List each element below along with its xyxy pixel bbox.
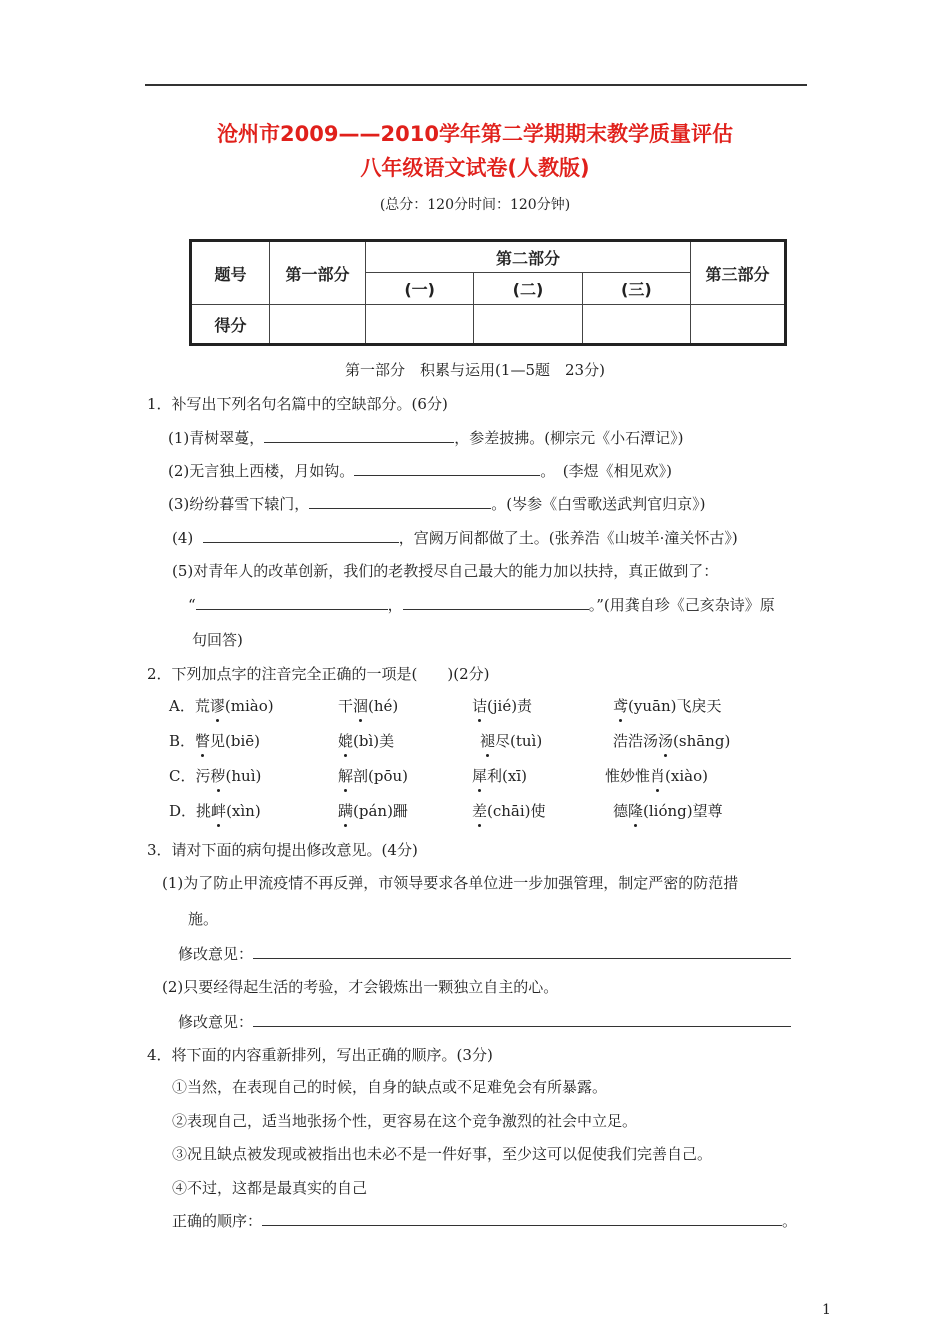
q3-revision1 [178, 944, 791, 964]
q1-item5-blank2[interactable] [403, 595, 589, 610]
q2-dotted-char: 汤 [658, 732, 674, 750]
q2-dotted-char: 褪 [480, 732, 496, 750]
q1-item5: (5)对青年人的改革创新，我们的老教授尽自己最大的能力加以扶持，真正做到了： [172, 562, 719, 580]
q1-item3-text: (3)纷纷暮雪下辕门， [168, 495, 310, 513]
q1-item5-open-quote: “ [188, 596, 196, 614]
q2-option-d-3 [472, 801, 546, 821]
q2-dotted-char: 差 [472, 802, 488, 820]
q2-text: (xìn) [226, 802, 261, 820]
q1-item3-blank[interactable] [309, 494, 491, 509]
q2-text: 利(xī) [487, 767, 527, 785]
q1-item4-source: ，宫阙万间都做了土。(张养浩《山坡羊·潼关怀古》) [398, 529, 738, 547]
q2-dotted-char: 涸 [353, 697, 369, 715]
q2-text: (yuān)飞戾天 [628, 697, 722, 715]
score-cell-part3[interactable] [691, 305, 786, 345]
exam-title-line2: 八年级语文试卷(人教版) [360, 156, 590, 180]
q2-text: 剖(pōu) [353, 767, 409, 785]
q1-item3 [168, 494, 705, 514]
part3-header: 第三部分 [691, 241, 786, 305]
q2-text: 污 [195, 767, 211, 785]
q2-option-label: C． [169, 767, 196, 785]
q2-dotted-char: 隆 [628, 802, 644, 820]
q2-option-b [169, 731, 260, 751]
q2-option-d-4 [613, 801, 723, 821]
q2-text: (miào) [224, 697, 274, 715]
q4-item-3: ③况且缺点被发现或被指出也未必不是一件好事，至少这可以促使我们完善自己。 [172, 1145, 713, 1163]
score-cell-part1[interactable] [270, 305, 366, 345]
q3-sentence2: (2)只要经得起生活的考验，才会锻炼出一颗独立自主的心。 [162, 978, 559, 996]
q1-item3-source: 。(岑参《白雪歌送武判官归京》) [491, 495, 706, 513]
q1-item5-comma: ， [387, 596, 403, 614]
q1-item2-blank[interactable] [354, 461, 540, 476]
q2-option-b-3 [480, 731, 542, 751]
q3-sentence1-tail: 施。 [188, 910, 219, 928]
score-table [189, 239, 787, 346]
q2-dotted-char: 蹒 [338, 802, 354, 820]
score-label-cell: 得分 [191, 305, 270, 345]
q2-text: 挑 [196, 802, 212, 820]
q2-text: (xiào) [665, 767, 708, 785]
q2-option-b-4 [613, 731, 730, 751]
part2-sub2: (二) [474, 273, 582, 305]
q1-item2-source: 。 (李煜《相见欢》) [540, 462, 672, 480]
q3-revision1-blank[interactable] [253, 944, 791, 959]
q1-item5-source: 。”(用龚自珍《己亥杂诗》原 [588, 596, 775, 614]
q2-dotted-char: 诘 [472, 697, 488, 715]
q1-item5-tail: 句回答) [192, 631, 243, 649]
q2-option-c [169, 766, 261, 786]
q1-item2 [168, 461, 672, 481]
q2-option-b-2 [338, 731, 394, 751]
q2-option-label: B． [169, 732, 196, 750]
q2-text: (bì)美 [353, 732, 395, 750]
q2-text: (lióng)望尊 [643, 802, 723, 820]
q4-answer-label: 正确的顺序： [172, 1212, 263, 1230]
q2-option-label: A． [169, 697, 195, 715]
q2-stem: 2．下列加点字的注音完全正确的一项是( )(2分) [147, 665, 490, 683]
q2-text: (huì) [225, 767, 262, 785]
q3-revision2-blank[interactable] [253, 1012, 791, 1027]
q2-option-c-4 [605, 766, 708, 786]
q3-revision-label: 修改意见： [178, 1013, 254, 1031]
q2-dotted-char: 肖 [650, 767, 666, 785]
q3-revision-label: 修改意见： [178, 945, 254, 963]
q1-item1-source: ，参差披拂。(柳宗元《小石潭记》) [454, 429, 684, 447]
score-cell-part2-3[interactable] [582, 305, 690, 345]
q2-dotted-char: 谬 [209, 697, 225, 715]
part2-sub3: (三) [582, 273, 690, 305]
q3-stem: 3．请对下面的病句提出修改意见。(4分) [147, 841, 418, 859]
q4-answer [172, 1211, 797, 1231]
q2-option-a-2 [338, 696, 398, 716]
q2-text: 惟妙惟 [605, 767, 651, 785]
q1-item4-num: (4) [172, 529, 194, 547]
part2-sub1: (一) [366, 273, 474, 305]
score-cell-part2-1[interactable] [366, 305, 474, 345]
q2-dotted-char: 瞥 [195, 732, 211, 750]
q2-option-label: D． [169, 802, 197, 820]
page-number: 1 [822, 1302, 831, 1318]
q1-stem: 1．补写出下列名句名篇中的空缺部分。(6分) [147, 395, 448, 413]
q2-option-a-4 [613, 696, 721, 716]
q4-item-1: ①当然，在表现自己的时候，自身的缺点或不足难免会有所暴露。 [172, 1078, 608, 1096]
q3-revision2 [178, 1012, 791, 1032]
score-cell-part2-2[interactable] [474, 305, 582, 345]
q4-stem: 4．将下面的内容重新排列，写出正确的顺序。(3分) [147, 1046, 493, 1064]
q2-text: 浩浩汤 [613, 732, 659, 750]
q2-text: (chāi)使 [487, 802, 546, 820]
q2-option-c-3 [472, 766, 527, 786]
q4-item-4: ④不过，这都是最真实的自己 [172, 1179, 368, 1197]
q1-item1-blank[interactable] [264, 428, 454, 443]
top-rule [145, 84, 807, 86]
row-header-cell: 题号 [191, 241, 270, 305]
exam-subtitle: (总分：120分时间：120分钟) [379, 197, 571, 213]
q2-text: 德 [613, 802, 629, 820]
q2-dotted-char: 衅 [211, 802, 227, 820]
q2-dotted-char: 媲 [338, 732, 354, 750]
part2-header: 第二部分 [366, 241, 691, 273]
section1-heading: 第一部分 积累与运用(1—5题 23分) [345, 361, 605, 379]
q2-dotted-char: 秽 [210, 767, 226, 785]
q2-option-d-2 [338, 801, 408, 821]
q1-item5-answer [188, 595, 775, 615]
q2-option-c-2 [338, 766, 408, 786]
q1-item4-blank[interactable] [203, 528, 399, 543]
q2-text: (hé) [368, 697, 399, 715]
q2-text: 见(biē) [210, 732, 261, 750]
q2-option-d [169, 801, 261, 821]
q2-dotted-char: 解 [338, 767, 354, 785]
q1-item4 [172, 528, 738, 548]
q1-item1-text: (1)青树翠蔓， [168, 429, 265, 447]
q2-text: (pán)跚 [353, 802, 408, 820]
q1-item2-text: (2)无言独上西楼，月如钩。 [168, 462, 355, 480]
q4-answer-blank[interactable] [262, 1211, 782, 1226]
q2-dotted-char: 鸢 [613, 697, 629, 715]
q2-option-a-3 [472, 696, 532, 716]
q2-text: (jié)责 [487, 697, 533, 715]
q2-text: 荒 [194, 697, 210, 715]
q1-item1 [168, 428, 683, 448]
q2-option-a [169, 696, 274, 716]
q4-item-2: ②表现自己，适当地张扬个性，更容易在这个竞争激烈的社会中立足。 [172, 1112, 638, 1130]
q2-dotted-char: 犀 [472, 767, 488, 785]
q4-answer-end: 。 [782, 1212, 798, 1230]
q2-text: 干 [338, 697, 354, 715]
exam-title-line1: 沧州市2009——2010学年第二学期期末教学质量评估 [217, 122, 733, 146]
q2-text: (shāng) [673, 732, 731, 750]
q3-sentence1: (1)为了防止甲流疫情不再反弹，市领导要求各单位进一步加强管理，制定严密的防范措 [162, 874, 739, 892]
q2-text: 尽(tuì) [495, 732, 543, 750]
part1-header: 第一部分 [270, 241, 366, 305]
q1-item5-blank1[interactable] [196, 595, 388, 610]
